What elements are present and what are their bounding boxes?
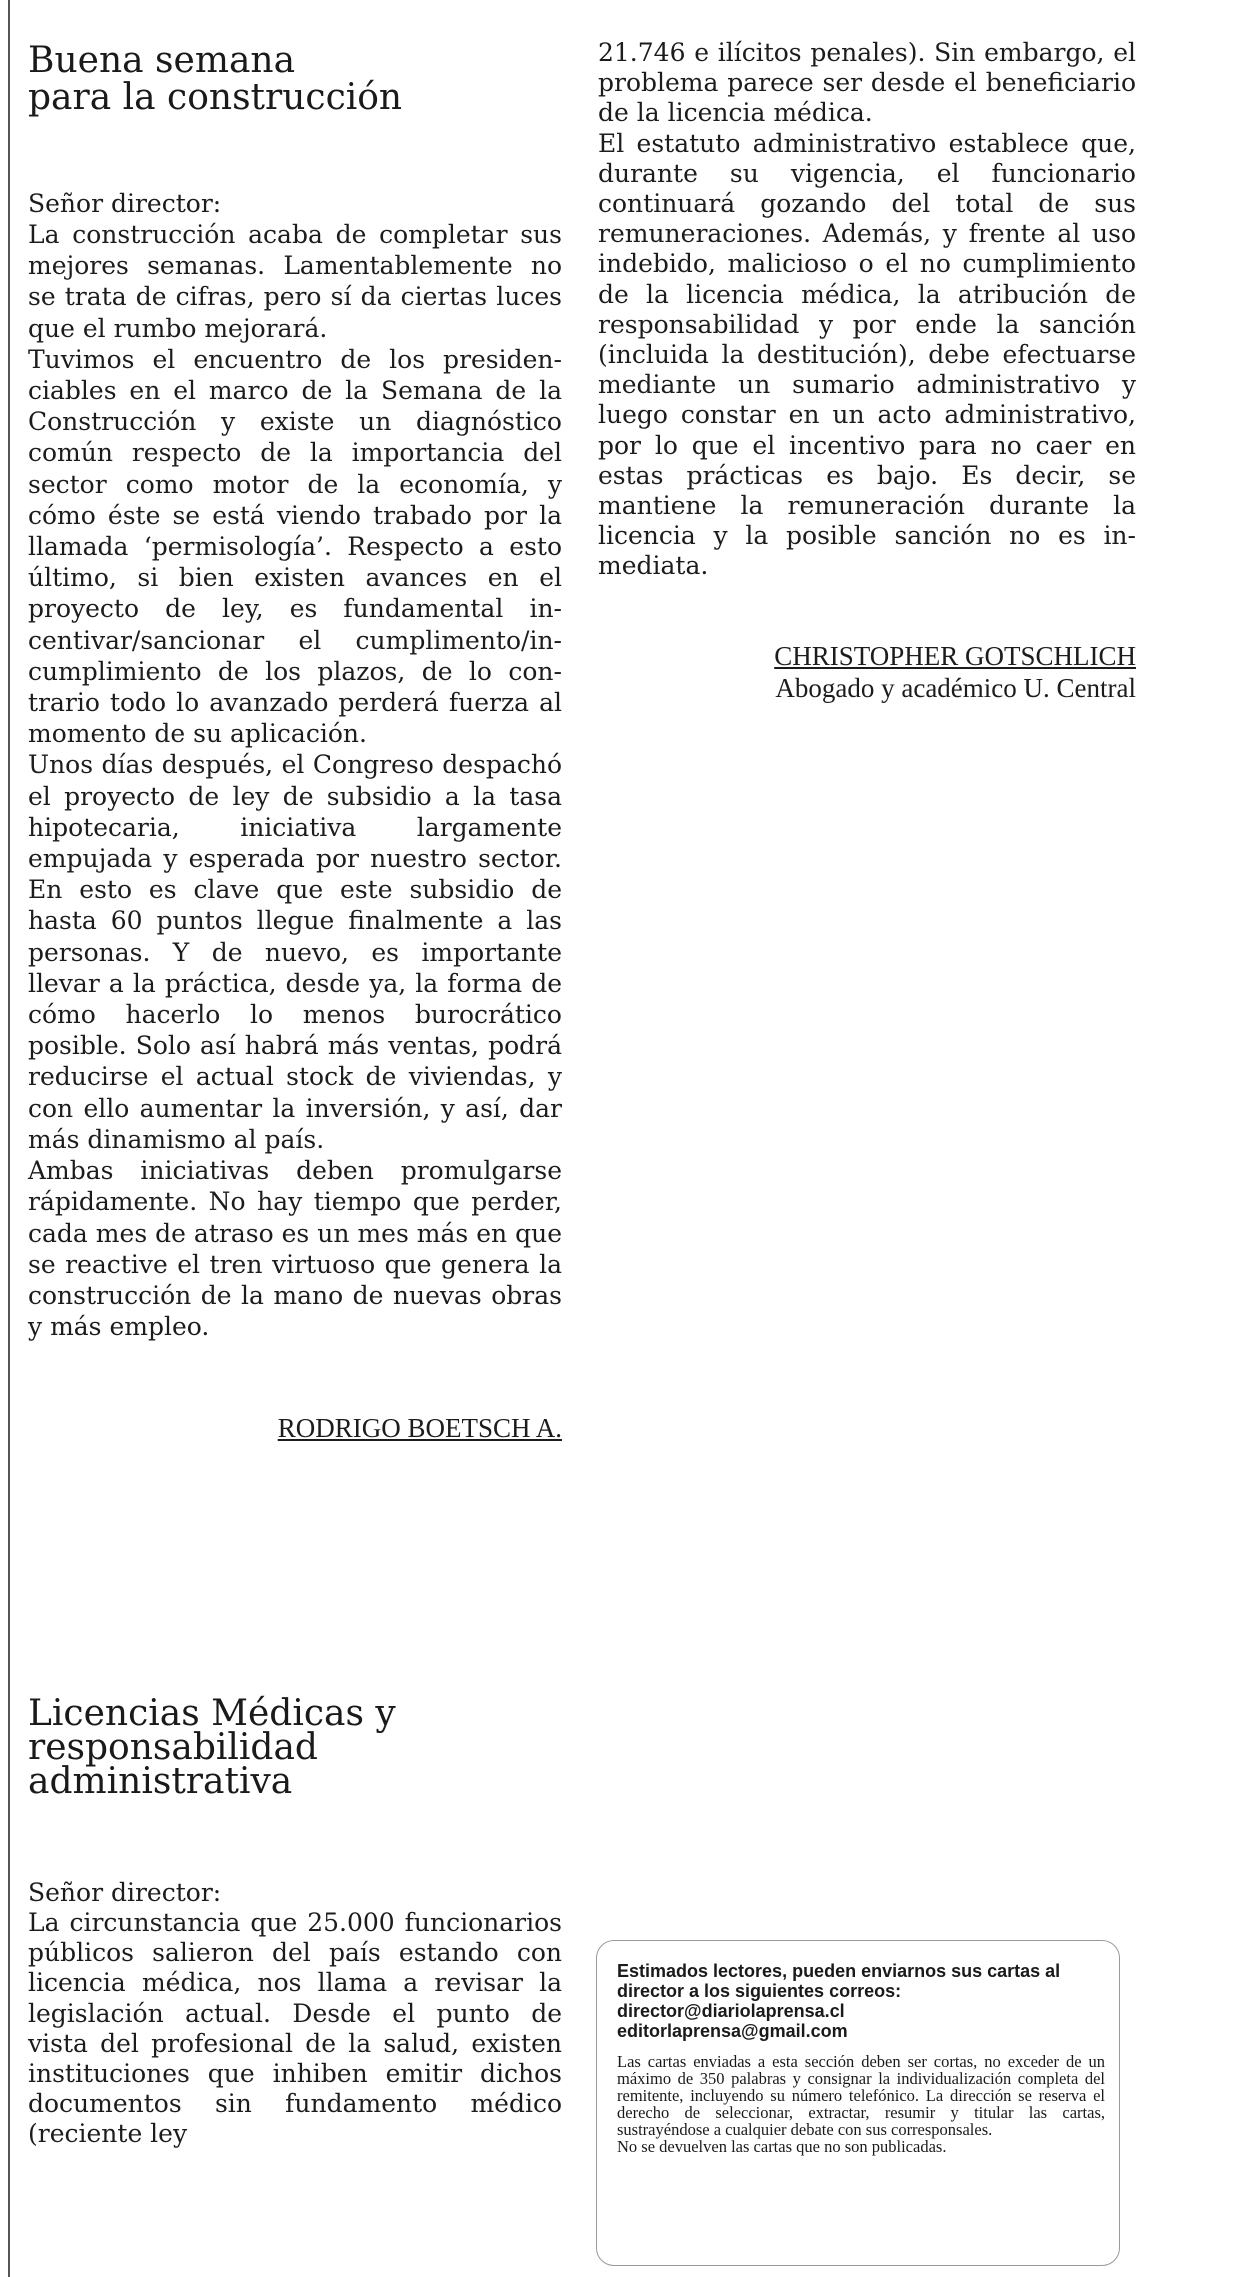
reader-letters-notice <box>596 1940 1120 2266</box>
notice-intro: Estimados lectores, pueden enviarnos sus cartas al director a los siguientes correos: <box>617 1961 1061 2001</box>
signature-title: Abogado y académico U. Central <box>775 672 1136 703</box>
letter-salutation: Señor director: <box>28 189 222 218</box>
letter-construction <box>28 42 562 1444</box>
signature-name: RODRIGO BOETSCH A. <box>277 1413 562 1444</box>
notice-rules-last: No se devuelven las cartas que no son publicadas. <box>617 2137 947 2156</box>
letter-signature <box>598 640 1136 704</box>
page-border-line <box>8 0 10 2277</box>
left-column <box>28 40 562 2149</box>
letter-body <box>28 219 562 1342</box>
letter-paragraph: Ambas iniciativas deben promulgarse rápidamente. No hay tiempo que perder, cada mes de atraso es un mes más en que se reactive el tren virtuoso que genera la construcción de la mano de nuevas obras y más empleo. <box>28 1156 562 1342</box>
letter-licencias <box>28 1693 562 2150</box>
letter-signature <box>28 1412 562 1444</box>
letter-paragraph: El estatuto administrativo establece que, durante su vigencia, el funcionario continuará gozando del total de sus remuneraciones. Además, y frente al uso indebido, malicioso o el no cumplimiento de la licencia médica, la atribución de responsabilidad y por ende la sanción (incluida la destitución), debe efectuarse mediante un sumario administrativo y luego constar en un acto administrativo, por lo que el incentivo para no caer en estas prácticas es bajo. Es decir, se mantiene la remuneración durante la licencia y la posible sanción no es inmediata. <box>598 128 1136 581</box>
letter-headline: Buena semana para la construcción <box>28 40 403 118</box>
letter-salutation: Señor director: <box>28 1878 222 1907</box>
letter-paragraph: La circunstancia que 25.000 funcionarios públicos salieron del país estando con licencia médica, nos llama a revisar la legislación actual. Desde el punto de vista del profesional de la salud, existen instituciones que inhiben emitir dichos documentos sin fundamento médico (reciente ley <box>28 1908 562 2149</box>
notice-email-editor[interactable]: editorlaprensa@gmail.com <box>617 2021 848 2041</box>
letter-body <box>28 1908 562 2150</box>
letter-headline: Licencias Médicas y responsabilidad administrativa <box>28 1693 396 1802</box>
signature-name: CHRISTOPHER GOTSCHLICH <box>774 640 1136 671</box>
letter-paragraph: Tuvimos el encuentro de los presidenciables en el marco de la Semana de la Construcción y existe un diagnóstico común respecto de la importancia del sector como motor de la economía, y cómo éste se está viendo trabado por la llamada ‘permisología’. Respecto a esto último, si bien existen avances en el proyecto de ley, es fundamental incentivar/sancionar el cumplimento/incumplimiento de los plazos, de lo contrario todo lo avanzado perderá fuerza al momento de su aplicación. <box>28 344 562 749</box>
right-column <box>598 38 1136 704</box>
notice-rules <box>617 2053 1105 2155</box>
letter-paragraph: 21.746 e ilícitos penales). Sin embargo, el problema parece ser desde el beneficiario de la licencia médica. <box>598 38 1136 128</box>
letter-paragraph: La construcción acaba de completar sus mejores semanas. Lamentablemente no se trata de cifras, pero sí da ciertas luces que el rumbo mejorará. <box>28 220 562 343</box>
notice-email-director[interactable]: director@diariolaprensa.cl <box>617 2001 845 2021</box>
letter-body-continued <box>598 38 1136 582</box>
notice-rules-text: Las cartas enviadas a esta sección deben ser cortas, no exceder de un máximo de 350 palabras y consignar la individualización completa del remitente, incluyendo su número telefónico. La dirección se reserva el derecho de seleccionar, extractar, resumir y titular las cartas, sustrayéndose a cualquier debate con sus corresponsales. <box>617 2052 1105 2139</box>
letter-paragraph: Unos días después, el Congreso despachó el proyecto de ley de subsidio a la tasa hipotecaria, iniciativa largamente empujada y esperada por nuestro sector. En esto es clave que este subsidio de hasta 60 puntos llegue finalmente a las personas. Y de nuevo, es importante llevar a la práctica, desde ya, la forma de cómo hacerlo lo menos burocrático posible. Solo así habrá más ventas, podrá reducirse el actual stock de viviendas, y con ello aumentar la inversión, y así, dar más dinamismo al país. <box>28 750 562 1154</box>
